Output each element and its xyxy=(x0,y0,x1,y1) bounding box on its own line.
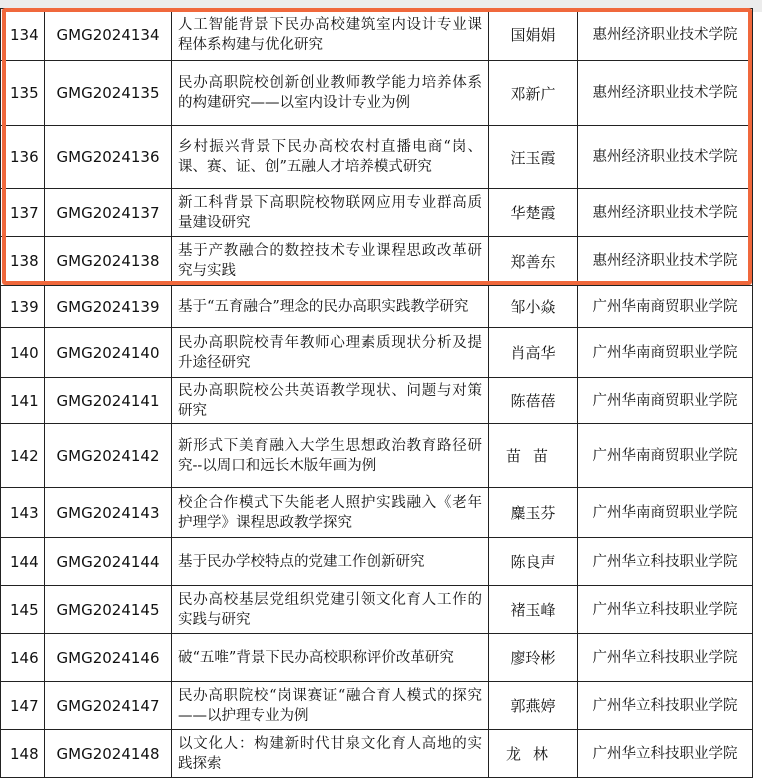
project-code: GMG2024143 xyxy=(45,488,172,538)
project-title: 民办高职院校公共英语教学现状、问题与对策研究 xyxy=(172,378,489,424)
project-title: 民办高校基层党组织党建引领文化育人工作的实践与研究 xyxy=(172,586,489,634)
project-leader: 苗苗 xyxy=(489,424,578,488)
project-leader: 褚玉峰 xyxy=(489,586,578,634)
project-code: GMG2024135 xyxy=(45,61,172,126)
table-row xyxy=(1,237,753,286)
row-number: 137 xyxy=(1,189,45,237)
table-row xyxy=(1,424,753,488)
table-row xyxy=(1,730,753,778)
project-unit: 惠州经济职业技术学院 xyxy=(578,9,753,61)
project-title: 新形式下美育融入大学生思想政治教育路径研究--以周口和远长木版年画为例 xyxy=(172,424,489,488)
row-number: 138 xyxy=(1,237,45,286)
project-title: 民办高职院校青年教师心理素质现状分析及提升途径研究 xyxy=(172,328,489,378)
project-code: GMG2024148 xyxy=(45,730,172,778)
project-title: 人工智能背景下民办高校建筑室内设计专业课程体系构建与优化研究 xyxy=(172,9,489,61)
project-code: GMG2024141 xyxy=(45,378,172,424)
project-title: 基于产教融合的数控技术专业课程思政改革研究与实践 xyxy=(172,237,489,286)
project-title: 民办高职院校“岗课赛证“融合育人模式的探究——以护理专业为例 xyxy=(172,682,489,730)
row-number: 148 xyxy=(1,730,45,778)
row-number: 145 xyxy=(1,586,45,634)
row-number: 135 xyxy=(1,61,45,126)
project-leader: 龙林 xyxy=(489,730,578,778)
project-title: 基于民办学校特点的党建工作创新研究 xyxy=(172,538,489,586)
row-number: 141 xyxy=(1,378,45,424)
row-number: 147 xyxy=(1,682,45,730)
project-title: 破“五唯”背景下民办高校职称评价改革研究 xyxy=(172,634,489,682)
table-row xyxy=(1,126,753,189)
table-row xyxy=(1,488,753,538)
project-title: 基于“五育融合”理念的民办高职实践教学研究 xyxy=(172,286,489,328)
project-leader: 陈良声 xyxy=(489,538,578,586)
project-code: GMG2024147 xyxy=(45,682,172,730)
project-code: GMG2024140 xyxy=(45,328,172,378)
table-row xyxy=(1,61,753,126)
project-unit: 广州华南商贸职业学院 xyxy=(578,286,753,328)
project-unit: 广州华南商贸职业学院 xyxy=(578,378,753,424)
row-number: 142 xyxy=(1,424,45,488)
project-unit: 广州华南商贸职业学院 xyxy=(578,424,753,488)
project-unit: 广州华立科技职业学院 xyxy=(578,586,753,634)
row-number: 136 xyxy=(1,126,45,189)
project-code: GMG2024134 xyxy=(45,9,172,61)
project-title: 校企合作模式下失能老人照护实践融入《老年护理学》课程思政教学探究 xyxy=(172,488,489,538)
project-code: GMG2024145 xyxy=(45,586,172,634)
row-number: 134 xyxy=(1,9,45,61)
project-code: GMG2024142 xyxy=(45,424,172,488)
row-number: 140 xyxy=(1,328,45,378)
project-code: GMG2024138 xyxy=(45,237,172,286)
project-leader: 华楚霞 xyxy=(489,189,578,237)
project-unit: 广州华立科技职业学院 xyxy=(578,634,753,682)
project-leader: 麋玉芬 xyxy=(489,488,578,538)
project-title: 乡村振兴背景下民办高校农村直播电商“岗、课、赛、证、创”五融人才培养模式研究 xyxy=(172,126,489,189)
project-leader: 郑善东 xyxy=(489,237,578,286)
project-table xyxy=(0,8,753,778)
table-row xyxy=(1,586,753,634)
project-code: GMG2024144 xyxy=(45,538,172,586)
row-number: 139 xyxy=(1,286,45,328)
project-leader: 肖高华 xyxy=(489,328,578,378)
project-title: 新工科背景下高职院校物联网应用专业群高质量建设研究 xyxy=(172,189,489,237)
project-unit: 广州华立科技职业学院 xyxy=(578,682,753,730)
project-title: 民办高职院校创新创业教师教学能力培养体系的构建研究——以室内设计专业为例 xyxy=(172,61,489,126)
project-unit: 惠州经济职业技术学院 xyxy=(578,61,753,126)
row-number: 144 xyxy=(1,538,45,586)
project-leader: 廖玲彬 xyxy=(489,634,578,682)
table-row xyxy=(1,328,753,378)
table-row xyxy=(1,538,753,586)
project-unit: 惠州经济职业技术学院 xyxy=(578,189,753,237)
project-unit: 广州华南商贸职业学院 xyxy=(578,328,753,378)
project-leader: 郭燕婷 xyxy=(489,682,578,730)
table-row xyxy=(1,634,753,682)
project-unit: 广州华立科技职业学院 xyxy=(578,538,753,586)
table-row xyxy=(1,378,753,424)
project-unit: 惠州经济职业技术学院 xyxy=(578,237,753,286)
table-row xyxy=(1,682,753,730)
project-leader: 邓新广 xyxy=(489,61,578,126)
project-leader: 邹小焱 xyxy=(489,286,578,328)
project-code: GMG2024146 xyxy=(45,634,172,682)
project-code: GMG2024136 xyxy=(45,126,172,189)
project-leader: 国娟娟 xyxy=(489,9,578,61)
project-code: GMG2024139 xyxy=(45,286,172,328)
project-title: 以文化人：构建新时代甘泉文化育人高地的实践探索 xyxy=(172,730,489,778)
row-number: 143 xyxy=(1,488,45,538)
table-row xyxy=(1,9,753,61)
project-leader: 陈蓓蓓 xyxy=(489,378,578,424)
project-unit: 惠州经济职业技术学院 xyxy=(578,126,753,189)
table-row xyxy=(1,189,753,237)
project-code: GMG2024137 xyxy=(45,189,172,237)
project-leader: 汪玉霞 xyxy=(489,126,578,189)
table-row xyxy=(1,286,753,328)
project-unit: 广州华立科技职业学院 xyxy=(578,730,753,778)
project-unit: 广州华南商贸职业学院 xyxy=(578,488,753,538)
row-number: 146 xyxy=(1,634,45,682)
